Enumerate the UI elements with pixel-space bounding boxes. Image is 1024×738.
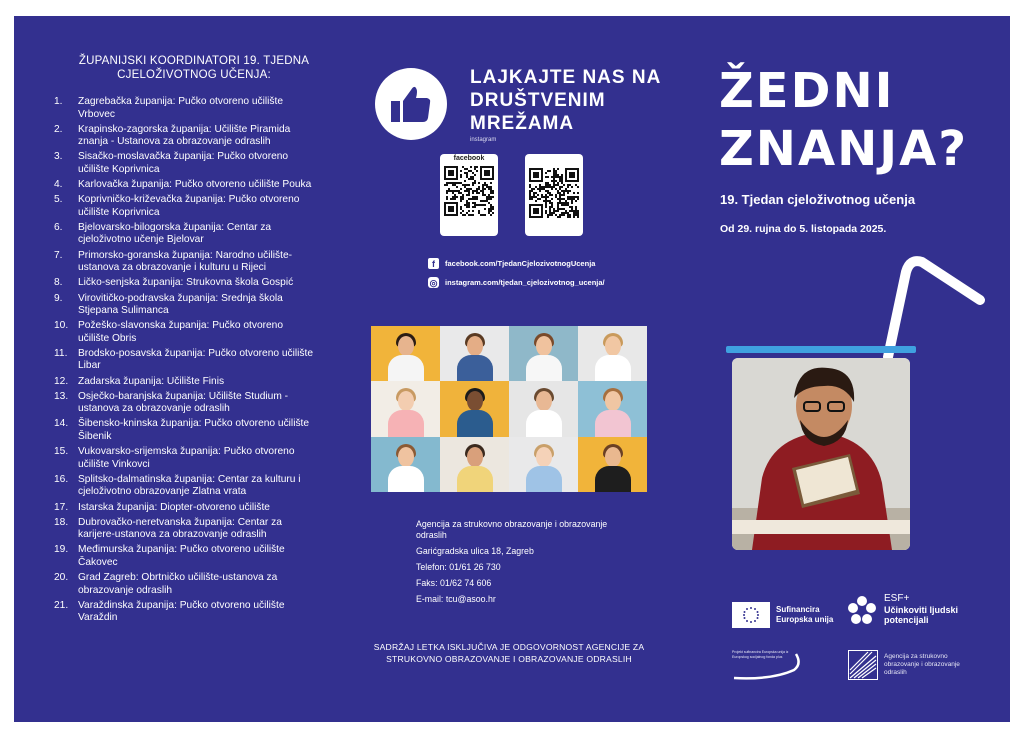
qr-facebook-label: facebook bbox=[453, 155, 485, 162]
contact-email[interactable]: E-mail: tcu@asoo.hr bbox=[416, 594, 496, 604]
coordinators-title: ŽUPANIJSKI KOORDINATORI 19. TJEDNA CJELOŽIVOTNOG UČENJA: bbox=[78, 55, 310, 81]
coordinator-text: Vukovarsko-srijemska županija: Pučko otvoreno učilište Vinkovci bbox=[78, 446, 295, 470]
photo-cell bbox=[371, 437, 440, 492]
coordinator-item bbox=[54, 293, 314, 318]
coordinator-number: 1. bbox=[54, 96, 63, 107]
contact-phone: Telefon: 01/61 26 730 bbox=[416, 562, 501, 572]
photo-cell bbox=[509, 326, 578, 381]
photo-cell bbox=[440, 381, 509, 436]
eu-text: Sufinancira Europska unija bbox=[776, 605, 834, 624]
photo-cell bbox=[578, 326, 647, 381]
coordinator-number: 7. bbox=[54, 249, 63, 261]
instagram-url: instagram.com/tjedan_cjelozivotnog_ucenja/ bbox=[445, 278, 605, 287]
coordinator-text: Virovitičko-podravska županija: Srednja škola Stjepana Sulimanca bbox=[78, 292, 283, 316]
esf-text: Učinkoviti ljudski potencijali bbox=[884, 604, 959, 626]
reading-man-photo bbox=[732, 358, 910, 550]
coordinator-item bbox=[54, 544, 314, 569]
people-photo-grid bbox=[371, 326, 647, 492]
coordinator-number: 2. bbox=[54, 123, 63, 135]
asoo-logo bbox=[848, 650, 964, 680]
instagram-qr-card[interactable] bbox=[525, 154, 583, 236]
eu-logo bbox=[732, 602, 840, 628]
instagram-icon: ◎ bbox=[429, 278, 438, 288]
coordinator-item bbox=[54, 179, 314, 192]
photo-cell bbox=[440, 437, 509, 492]
coordinator-text: Međimurska županija: Pučko otvoreno učilište Čakovec bbox=[78, 544, 285, 568]
contact-address: Garićgradska ulica 18, Zagreb bbox=[416, 546, 534, 556]
photo-cell bbox=[509, 437, 578, 492]
coordinator-number: 14. bbox=[54, 418, 69, 430]
coordinator-number: 9. bbox=[54, 292, 63, 304]
coordinator-number: 19. bbox=[54, 544, 69, 556]
eu-flag-icon bbox=[732, 602, 770, 628]
cover-dates: Od 29. rujna do 5. listopada 2025. bbox=[720, 223, 887, 235]
coordinator-number: 10. bbox=[54, 320, 69, 332]
photo-cell bbox=[440, 326, 509, 381]
contact-org: Agencija za strukovno obrazovanje i obrazovanje odraslih bbox=[416, 519, 608, 540]
coordinator-text: Splitsko-dalmatinska županija: Centar za kulturu i cjeloživotno obrazovanje Zlatna vrata bbox=[78, 473, 301, 498]
coordinator-text: Šibensko-kninska županija: Pučko otvoreno učilište Šibenik bbox=[78, 418, 310, 442]
photo-cell bbox=[371, 381, 440, 436]
coordinator-item bbox=[54, 446, 314, 471]
photo-cell bbox=[578, 437, 647, 492]
instagram-link[interactable] bbox=[428, 277, 605, 288]
coordinator-item bbox=[54, 418, 314, 443]
facebook-link[interactable] bbox=[428, 258, 595, 269]
coordinator-number: 4. bbox=[54, 179, 63, 191]
coordinator-item bbox=[54, 96, 314, 121]
thumbs-up-icon bbox=[375, 68, 447, 140]
coordinator-item bbox=[54, 151, 314, 176]
coordinator-item bbox=[54, 391, 314, 416]
esf-flower-icon bbox=[846, 594, 878, 626]
contact-block bbox=[416, 519, 616, 610]
coordinator-number: 13. bbox=[54, 390, 69, 402]
coordinator-item bbox=[54, 517, 314, 542]
coordinator-item bbox=[54, 250, 314, 275]
photo-cell bbox=[509, 381, 578, 436]
coordinator-item bbox=[54, 502, 314, 515]
coordinator-text: Požeško-slavonska županija: Pučko otvoreno učilište Obris bbox=[78, 320, 283, 344]
facebook-url: facebook.com/TjedanCjelozivotnogUcenja bbox=[445, 259, 596, 268]
coordinator-text: Zadarska županija: Učilište Finis bbox=[78, 375, 225, 387]
coordinators-list bbox=[54, 96, 314, 627]
coordinator-text: Primorsko-goranska županija: Narodno učilište-ustanova za obrazovanje i kulturu u Rijeci bbox=[78, 249, 293, 274]
coordinator-text: Grad Zagreb: Obrtničko učilište-ustanova za obrazovanje odraslih bbox=[78, 572, 278, 596]
esf-logo bbox=[846, 594, 974, 626]
coordinator-number: 11. bbox=[54, 347, 68, 359]
coordinator-item bbox=[54, 320, 314, 345]
contact-fax: Faks: 01/62 74 606 bbox=[416, 578, 492, 588]
coordinator-item bbox=[54, 277, 314, 290]
disclaimer: SADRŽAJ LETKA ISKLJUČIVA JE ODGOVORNOST AGENCIJE ZA STRUKOVNO OBRAZOVANJE I OBRAZOVANJE ODRASLIH bbox=[373, 642, 645, 664]
coordinator-item bbox=[54, 194, 314, 219]
photo-cell bbox=[371, 326, 440, 381]
esf-text-block bbox=[884, 594, 974, 626]
coordinator-number: 18. bbox=[54, 516, 69, 528]
facebook-qr-icon bbox=[444, 166, 494, 216]
coordinator-text: Karlovačka županija: Pučko otvoreno učilište Pouka bbox=[78, 179, 312, 191]
facebook-qr-card[interactable] bbox=[440, 154, 498, 236]
coordinator-text: Sisačko-moslavačka županija: Pučko otvoreno učilište Koprivnica bbox=[78, 151, 289, 175]
coordinator-number: 17. bbox=[54, 501, 69, 513]
facebook-icon: f bbox=[428, 258, 439, 269]
coordinator-item bbox=[54, 474, 314, 499]
coordinator-item bbox=[54, 600, 314, 625]
asoo-logo-icon bbox=[848, 650, 878, 680]
coordinator-number: 16. bbox=[54, 473, 69, 485]
cover-title bbox=[719, 62, 999, 178]
ministry-logo bbox=[732, 650, 802, 682]
coordinator-number: 3. bbox=[54, 151, 63, 163]
coordinator-text: Brodsko-posavska županija: Pučko otvoreno učilište Libar bbox=[78, 347, 314, 372]
ministry-text: Projekt sufinancira Europska unija iz Europskog socijalnog fonda plus bbox=[732, 650, 789, 659]
coordinator-number: 21. bbox=[54, 599, 69, 611]
coordinator-item bbox=[54, 222, 314, 247]
coordinator-text: Osječko-baranjska županija: Učilište Studium -ustanova za obrazovanje odraslih bbox=[78, 390, 289, 415]
coordinator-text: Zagrebačka županija: Pučko otvoreno učilište Vrbovec bbox=[78, 96, 283, 120]
coordinator-item bbox=[54, 348, 314, 373]
coordinator-text: Koprivničko-križevačka županija: Pučko otvoreno učilište Koprivnica bbox=[78, 194, 300, 218]
coordinator-text: Istarska županija: Diopter-otvoreno učilište bbox=[78, 501, 270, 513]
asoo-text: Agencija za strukovno obrazovanje i obrazovanje odraslih bbox=[884, 653, 960, 676]
coordinator-text: Dubrovačko-neretvanska županija: Centar za karijere-ustanova za obrazovanje odraslih bbox=[78, 516, 282, 541]
instagram-qr-icon bbox=[529, 168, 579, 218]
coordinator-number: 5. bbox=[54, 194, 63, 206]
coordinator-item bbox=[54, 124, 314, 149]
coordinator-number: 15. bbox=[54, 446, 69, 458]
coordinator-number: 6. bbox=[54, 221, 63, 233]
cup-rim bbox=[726, 346, 916, 353]
coordinator-text: Varaždinska županija: Pučko otvoreno učilište Varaždin bbox=[78, 599, 285, 624]
coordinator-number: 8. bbox=[54, 277, 63, 289]
qr-instagram-label: instagram bbox=[470, 137, 497, 143]
cover-title-line1: ŽEDNI bbox=[719, 63, 895, 119]
coordinator-number: 12. bbox=[54, 375, 69, 387]
coordinator-item bbox=[54, 376, 314, 389]
coordinator-item bbox=[54, 572, 314, 597]
photo-cell bbox=[578, 381, 647, 436]
social-heading: LAJKAJTE NAS NA DRUŠTVENIM MREŽAMA bbox=[470, 67, 661, 134]
cover-title-line2: ZNANJA? bbox=[719, 121, 969, 177]
coordinator-number: 20. bbox=[54, 572, 69, 584]
coordinator-text: Bjelovarsko-bilogorska županija: Centar za cjeloživotno učenje Bjelovar bbox=[78, 221, 272, 246]
coordinator-text: Ličko-senjska županija: Strukovna škola Gospić bbox=[78, 277, 294, 289]
coordinator-text: Krapinsko-zagorska županija: Učilište Piramida znanja - Ustanova za obrazovanje odraslih bbox=[78, 123, 291, 148]
esf-label: ESF+ bbox=[884, 593, 910, 605]
brochure-sheet bbox=[14, 16, 1010, 722]
cover-subtitle: 19. Tjedan cjeloživotnog učenja bbox=[720, 192, 916, 207]
ministry-swoosh-icon bbox=[732, 650, 804, 682]
